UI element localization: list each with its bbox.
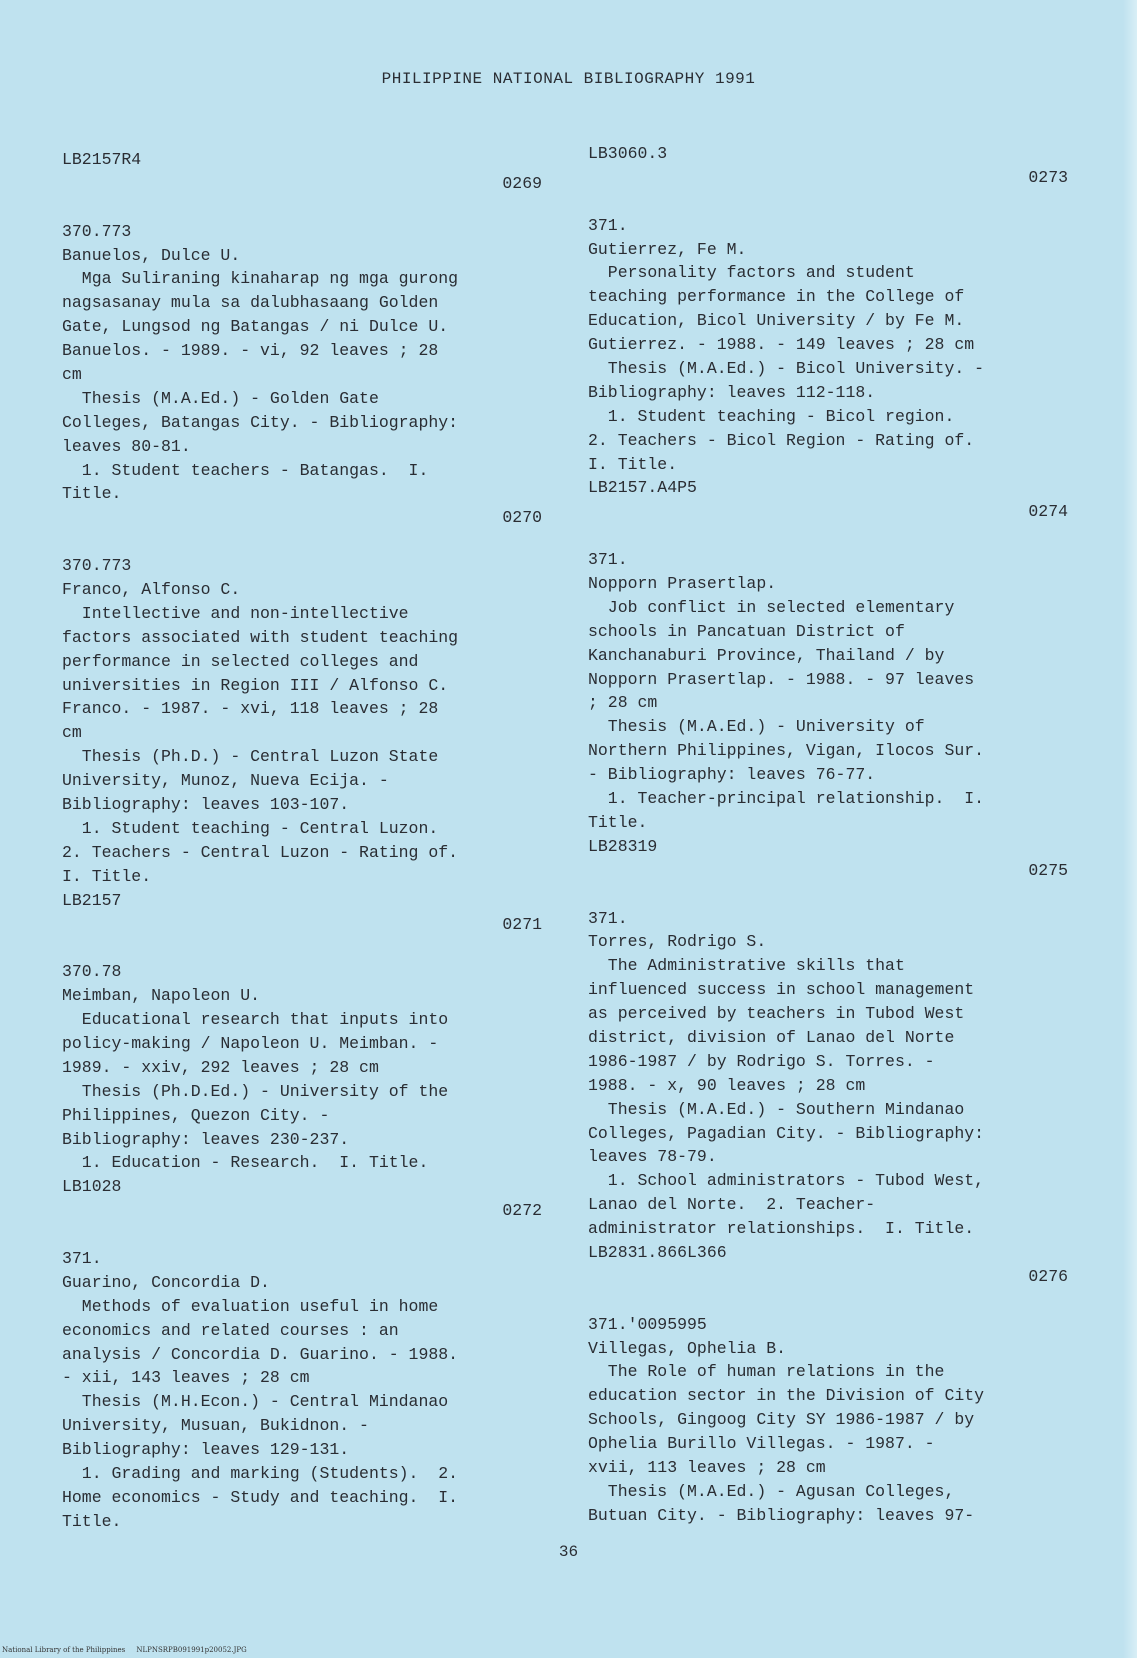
entry-line: Nopporn Prasertlap. - 1988. - 97 leaves xyxy=(588,669,975,689)
entry-line: administrator relationships. I. Title. xyxy=(588,1219,975,1239)
entry-line: Northern Philippines, Vigan, Ilocos Sur. xyxy=(588,741,985,761)
left-column xyxy=(62,148,542,1534)
entry-line: Methods of evaluation useful in home xyxy=(62,1296,439,1316)
entry-line: district, division of Lanao del Norte xyxy=(588,1027,955,1047)
spacer xyxy=(62,196,542,220)
entry-line: Thesis (M.A.Ed.) - Golden Gate xyxy=(62,388,379,408)
spacer xyxy=(588,883,1068,907)
entry-line: schools in Pancatuan District of xyxy=(588,621,905,641)
spacer xyxy=(62,530,542,554)
entry-line: 1. Teacher-principal relationship. I. xyxy=(588,789,985,809)
entry-line: LB28319 xyxy=(588,836,658,856)
entry-line: Educational research that inputs into xyxy=(62,1010,449,1030)
entry-line: Title. xyxy=(62,484,122,504)
entry-line: Thesis (M.A.Ed.) - Agusan Colleges, xyxy=(588,1481,955,1501)
page-title: PHILIPPINE NATIONAL BIBLIOGRAPHY 1991 xyxy=(381,70,756,88)
entry-line: nagsasanay mula sa dalubhasaang Golden xyxy=(62,293,439,313)
entry-line: I. Title. xyxy=(62,866,152,886)
entry-line: Gate, Lungsod ng Batangas / ni Dulce U. xyxy=(62,317,449,337)
entry-line: Nopporn Prasertlap. xyxy=(588,574,777,594)
entry-line: Kanchanaburi Province, Thailand / by xyxy=(588,645,945,665)
entry-number: 0275 xyxy=(1028,860,1068,880)
entry-line: LB2157R4 xyxy=(62,150,142,169)
entry-line: 1. Student teachers - Batangas. I. xyxy=(62,460,429,480)
entry-line: policy-making / Napoleon U. Meimban. - xyxy=(62,1033,439,1053)
entry-line: Banuelos. - 1989. - vi, 92 leaves ; 28 xyxy=(62,341,439,361)
entry-line: 371. xyxy=(588,908,628,928)
entry-line: Thesis (Ph.D.) - Central Luzon State xyxy=(62,747,439,767)
entry-line: influenced success in school management xyxy=(588,980,975,1000)
entry-line: 1. Student teaching - Central Luzon. xyxy=(62,818,439,838)
entry-line: 1988. - x, 90 leaves ; 28 cm xyxy=(588,1075,866,1095)
entry-line: Colleges, Batangas City. - Bibliography: xyxy=(62,412,459,432)
entry-line: 2. Teachers - Bicol Region - Rating of. xyxy=(588,430,975,450)
entry-line: teaching performance in the College of xyxy=(588,287,965,307)
entry-line: 1. School administrators - Tubod West, xyxy=(588,1171,985,1191)
entry-line: Gutierrez. - 1988. - 149 leaves ; 28 cm xyxy=(588,335,975,355)
entry-line: 1989. - xxiv, 292 leaves ; 28 cm xyxy=(62,1057,379,1077)
entry-line: Gutierrez, Fe M. xyxy=(588,239,747,259)
entry-line: Thesis (M.A.Ed.) - Bicol University. - xyxy=(588,359,985,379)
spacer xyxy=(62,936,542,960)
entry-line: Schools, Gingoog City SY 1986-1987 / by xyxy=(588,1410,975,1430)
entry-line: 1. Education - Research. I. Title. xyxy=(62,1153,429,1173)
entry-line: Colleges, Pagadian City. - Bibliography: xyxy=(588,1123,985,1143)
entry-line: 2. Teachers - Central Luzon - Rating of. xyxy=(62,842,459,862)
entry-line: LB2831.866L366 xyxy=(588,1242,727,1262)
entry-line: cm xyxy=(62,723,82,743)
entry-line: LB3060.3 xyxy=(588,144,668,163)
entry-line: Meimban, Napoleon U. xyxy=(62,986,261,1006)
entry-line: Franco, Alfonso C. xyxy=(62,580,241,600)
entry-line: 370.78 xyxy=(62,962,122,982)
entry-line: cm xyxy=(62,365,82,385)
entry-line: 1. Student teaching - Bicol region. xyxy=(588,406,955,426)
entry-line: education sector in the Division of City xyxy=(588,1386,985,1406)
entry-line: LB1028 xyxy=(62,1177,122,1197)
entry-line: Thesis (Ph.D.Ed.) - University of the xyxy=(62,1081,449,1101)
entry-line: Thesis (M.A.Ed.) - Southern Mindanao xyxy=(588,1099,965,1119)
entry-line: The Administrative skills that xyxy=(588,956,905,976)
entry-line: - xii, 143 leaves ; 28 cm xyxy=(62,1368,310,1388)
entry-line: Philippines, Quezon City. - xyxy=(62,1105,330,1125)
entry-line: xvii, 113 leaves ; 28 cm xyxy=(588,1457,826,1477)
entry-line: Job conflict in selected elementary xyxy=(588,597,955,617)
entry-line: The Role of human relations in the xyxy=(588,1362,945,1382)
entry-line: Thesis (M.A.Ed.) - University of xyxy=(588,717,925,737)
entry-line: 371.'0095995 xyxy=(588,1314,707,1334)
entry-line: as perceived by teachers in Tubod West xyxy=(588,1004,965,1024)
entry-line: Banuelos, Dulce U. xyxy=(62,245,241,265)
entry-line: Home economics - Study and teaching. I. xyxy=(62,1487,459,1507)
right-column xyxy=(588,142,1068,1528)
scan-footer-note: National Library of the Philippines NLPNSRPB091991p20052.JPG xyxy=(2,1646,247,1654)
page-number: 36 xyxy=(558,1543,579,1561)
entry-line: 1. Grading and marking (Students). 2. xyxy=(62,1463,459,1483)
entry-line: ; 28 cm xyxy=(588,693,658,713)
entry-line: leaves 78-79. xyxy=(588,1147,717,1167)
entry-number: 0273 xyxy=(1028,167,1068,187)
entry-line: Franco. - 1987. - xvi, 118 leaves ; 28 xyxy=(62,699,439,719)
entry-line: performance in selected colleges and xyxy=(62,651,419,671)
entry-line: Villegas, Ophelia B. xyxy=(588,1338,787,1358)
entry-line: Title. xyxy=(62,1511,122,1531)
entry-line: Education, Bicol University / by Fe M. xyxy=(588,311,965,331)
entry-number: 0271 xyxy=(502,914,542,934)
entry-line: analysis / Concordia D. Guarino. - 1988. xyxy=(62,1344,459,1364)
entry-number: 0274 xyxy=(1028,502,1068,522)
entry-line: LB2157.A4P5 xyxy=(588,478,697,498)
entry-line: Bibliography: leaves 230-237. xyxy=(62,1129,350,1149)
entry-line: I. Title. xyxy=(588,454,678,474)
entry-number: 0270 xyxy=(502,508,542,528)
entry-line: Guarino, Concordia D. xyxy=(62,1272,270,1292)
entry-line: 371. xyxy=(588,550,628,570)
entry-line: Thesis (M.H.Econ.) - Central Mindanao xyxy=(62,1392,449,1412)
entry-line: Bibliography: leaves 129-131. xyxy=(62,1440,350,1460)
entry-line: universities in Region III / Alfonso C. xyxy=(62,675,449,695)
page-edge xyxy=(1123,0,1137,1658)
entry-line: 370.773 xyxy=(62,556,132,576)
entry-line: LB2157 xyxy=(62,890,122,910)
entry-number: 0269 xyxy=(502,173,542,193)
entry-line: 370.773 xyxy=(62,221,132,241)
entry-line: Bibliography: leaves 112-118. xyxy=(588,382,876,402)
entry-line: 371. xyxy=(62,1248,102,1268)
entry-line: factors associated with student teaching xyxy=(62,627,459,647)
entry-line: Bibliography: leaves 103-107. xyxy=(62,795,350,815)
entry-line: Mga Suliraning kinaharap ng mga gurong xyxy=(62,269,459,289)
spacer xyxy=(62,1223,542,1247)
entry-line: University, Musuan, Bukidnon. - xyxy=(62,1416,369,1436)
spacer xyxy=(588,190,1068,214)
entry-line: Torres, Rodrigo S. xyxy=(588,932,767,952)
entry-number: 0272 xyxy=(502,1201,542,1221)
spacer xyxy=(588,1289,1068,1313)
entry-line: Ophelia Burillo Villegas. - 1987. - xyxy=(588,1434,935,1454)
entry-line: Title. xyxy=(588,812,648,832)
entry-line: leaves 80-81. xyxy=(62,436,191,456)
entry-line: 1986-1987 / by Rodrigo S. Torres. - xyxy=(588,1051,935,1071)
entry-line: economics and related courses : an xyxy=(62,1320,399,1340)
spacer xyxy=(588,524,1068,548)
entry-line: University, Munoz, Nueva Ecija. - xyxy=(62,771,389,791)
entry-line: Intellective and non-intellective xyxy=(62,603,409,623)
entry-number: 0276 xyxy=(1028,1266,1068,1286)
entry-line: 371. xyxy=(588,215,628,235)
entry-line: - Bibliography: leaves 76-77. xyxy=(588,765,876,785)
entry-line: Personality factors and student xyxy=(588,263,915,283)
entry-line: Lanao del Norte. 2. Teacher- xyxy=(588,1195,876,1215)
entry-line: Butuan City. - Bibliography: leaves 97- xyxy=(588,1505,975,1525)
